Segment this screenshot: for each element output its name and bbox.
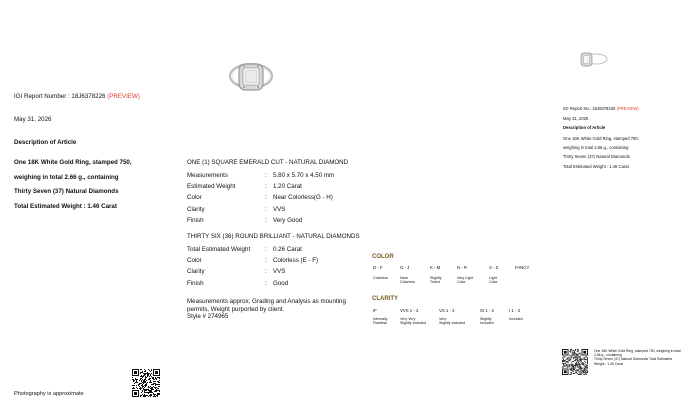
row-value: VVS [273, 268, 286, 276]
thumb-ring-photo [580, 50, 608, 70]
grading-notes: Measurements approx, Grading and Analysis as mounting permits, Weight purported by client. Style # 274965 [187, 298, 346, 321]
row-label: Clarity [187, 205, 205, 213]
side-stones-table: Total Estimated Weight : 0.26 Carat Color : Colorless (E - F) Clarity : VVS Finish : Good [187, 244, 318, 289]
photography-note: Photography is approximate [14, 391, 84, 397]
row-label: Estimated Weight [187, 183, 236, 191]
report-number: IGI Report Number : 18J6378226 (PREVIEW) [14, 93, 140, 100]
row-label: Color [187, 194, 202, 202]
color-scale-heading: COLOR [372, 254, 394, 260]
ring-photo [226, 46, 276, 100]
thumb-qr-code[interactable] [562, 349, 588, 375]
color-descriptions: Colorless Near Slightly Very Light Light [373, 276, 497, 280]
thumb-description-body: One 18K White Gold Ring, stamped 750, weighing in total 2.66 g., containing Thirty Seven (37) Natural Diamonds Total Estimated Weight : 1.46 Carat [563, 136, 639, 169]
row-value: Colorless (E - F) [273, 257, 319, 265]
thumb-date: May 31, 2026 [563, 116, 589, 121]
row-value: 5.80 x 5.70 x 4.50 mm [273, 172, 335, 179]
row-label: Measurements [187, 172, 228, 179]
row-label: Finish [187, 216, 204, 224]
center-stone-table: Measurements : 5.80 x 5.70 x 4.50 mm Estimated Weight : 1.20 Carat Color : Near Colorless(G - H) Clarity : VVS Finish : Very Good [187, 170, 334, 226]
color-grades: D - F G - J K - M N - R S - Z FANCY [373, 265, 530, 270]
row-label: Color [187, 257, 202, 265]
description-line: Total Estimated Weight : 1.46 Carat [14, 202, 117, 210]
clarity-grades: IF VVS 1 - 2 VS 1 - 2 SI 1 - 2 I 1 - 3 [373, 308, 520, 313]
row-value: Very Good [273, 216, 303, 224]
center-stone-title: ONE (1) SQUARE EMERALD CUT - NATURAL DIAMOND [187, 159, 349, 166]
clarity-descriptions: Internally Very Very Very Slightly Included [373, 317, 523, 321]
report-date: May 31, 2026 [14, 116, 52, 123]
row-value: Near Colorless(G - H) [273, 194, 333, 202]
row-value: 1.20 Carat [273, 183, 302, 191]
thumb-description-heading: Description of Article [563, 125, 606, 130]
clarity-scale-heading: CLARITY [372, 296, 398, 302]
description-body [14, 156, 132, 214]
row-value: 0.26 Carat [273, 246, 302, 253]
description-line: One 18K White Gold Ring, stamped 750, [14, 159, 132, 166]
thumb-report-number: IGI Report No.: 18J6378226 (PREVIEW) [563, 106, 639, 111]
preview-label: (PREVIEW) [107, 93, 140, 100]
row-label: Clarity [187, 268, 205, 276]
clarity-scale: IF VVS 1 - 2 VS 1 - 2 SI 1 - 2 I 1 - 3 Internally Very Very Very Slightly Included Flawless Slightly Included Slightly Included Included [373, 308, 533, 325]
row-value: VVS [273, 205, 286, 213]
style-number: Style # 274965 [187, 313, 229, 321]
description-line: Thirty Seven (37) Natural Diamonds [14, 188, 119, 196]
row-label: Finish [187, 279, 204, 287]
row-label: Total Estimated Weight [187, 246, 251, 253]
report-qr-code[interactable] [132, 369, 160, 397]
side-stones-title: THIRTY SIX (36) ROUND BRILLIANT - NATURAL DIAMONDS [187, 233, 360, 240]
color-scale: D - F G - J K - M N - R S - Z FANCY Colorless Near Slightly Very Light Light Colorless Tinted Color Color [373, 265, 535, 284]
description-heading: Description of Article [14, 139, 77, 146]
row-value: Good [273, 279, 289, 287]
description-line: weighing in total 2.66 g., containing [14, 173, 119, 181]
thumb-tiny-description: One 18K White Gold Ring, stamped 750, weighing in total 2.66 g., containing Thirty Seven (37) Natural Diamonds Total Estimated Weight : 1.46 Carat [594, 349, 681, 366]
